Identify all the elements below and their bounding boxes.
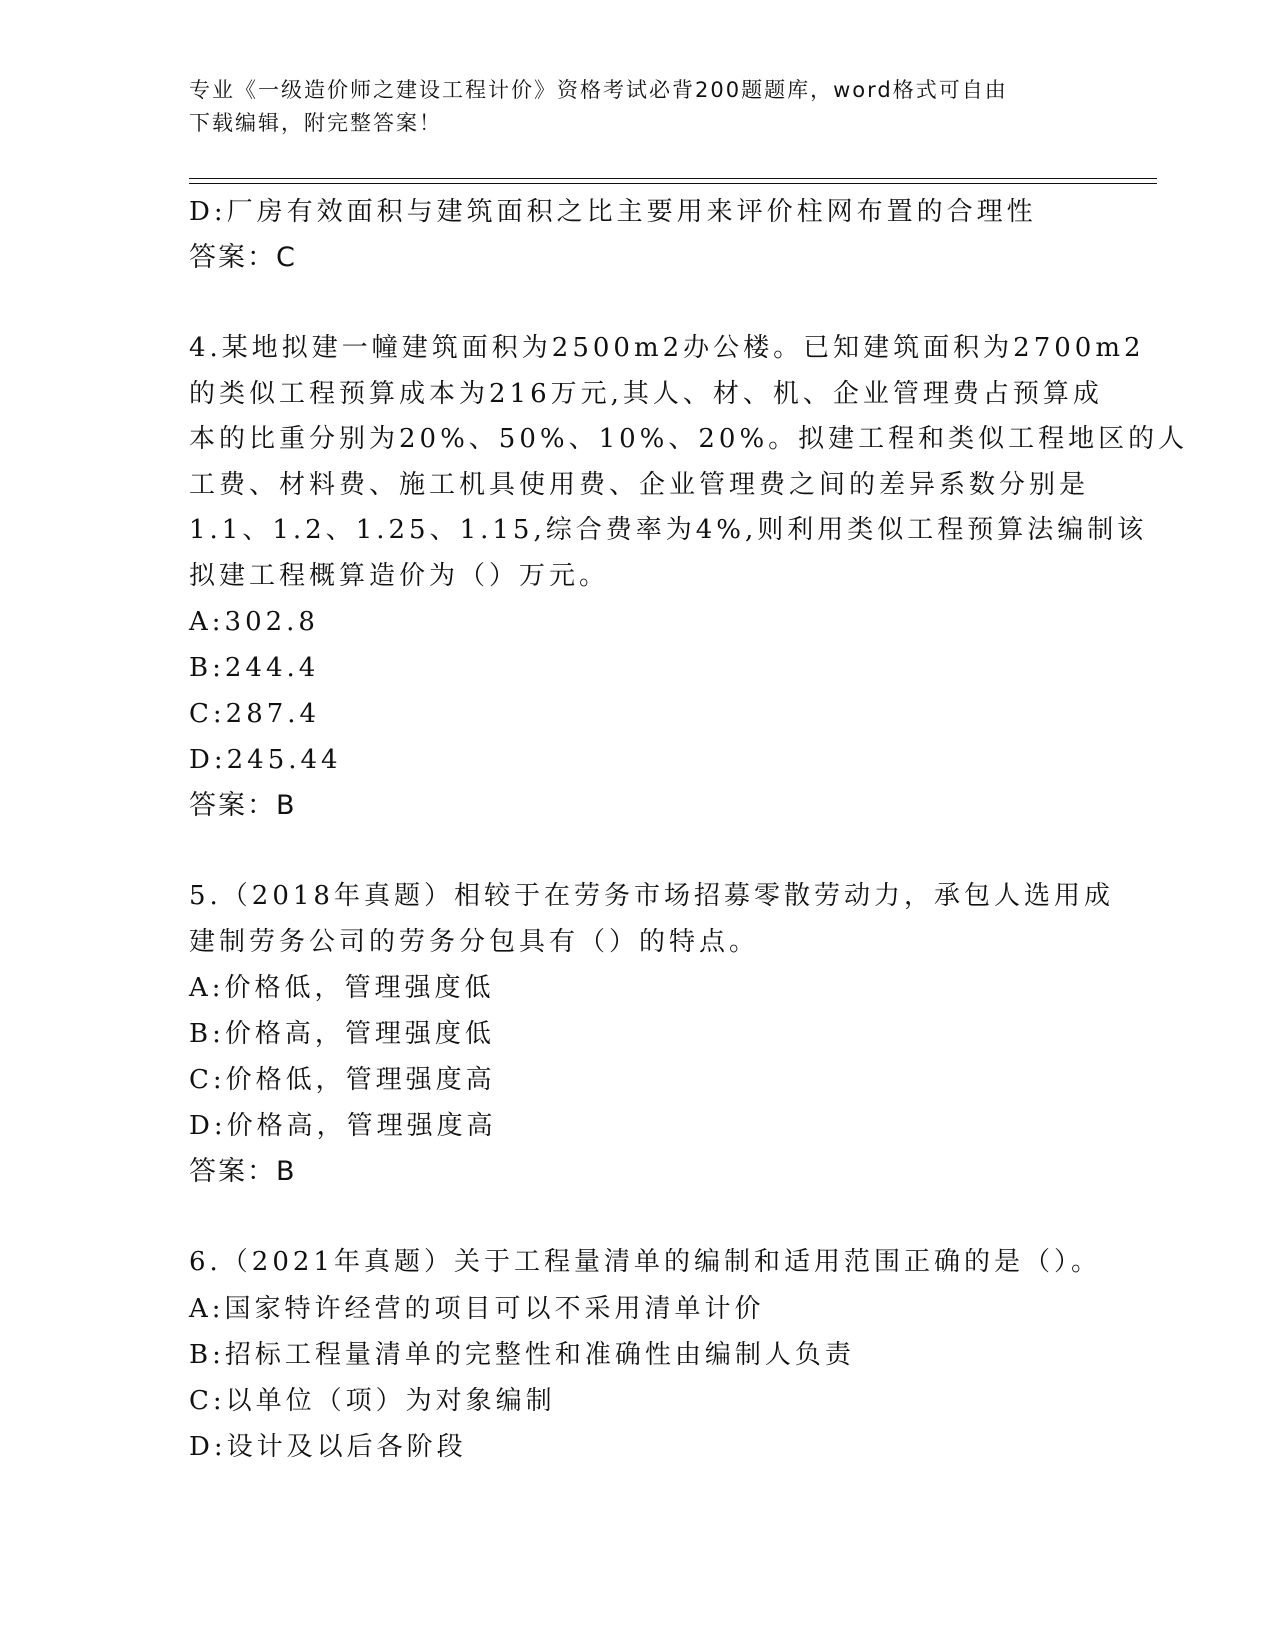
question-4-line: 本的比重分别为20%、50%、10%、20%。拟建工程和类似工程地区的人 <box>189 424 1189 454</box>
question-4-line: 1.1、1.2、1.25、1.15,综合费率为4%,则利用类似工程预算法编制该 <box>189 515 1148 545</box>
question-6-option-c: C:以单位（项）为对象编制 <box>189 1385 556 1416</box>
question-6-stem <box>189 1240 1101 1286</box>
page-header <box>189 74 1089 140</box>
question-4-line: 的类似工程预算成本为216万元,其人、材、机、企业管理费占预算成 <box>189 378 1103 409</box>
document-body <box>189 189 1189 1470</box>
question-5-option-a: A:价格低，管理强度低 <box>189 973 495 1003</box>
question-5-option-d: D:价格高，管理强度高 <box>189 1111 497 1141</box>
question-spacer <box>189 281 1089 326</box>
question-4-line: 4.某地拟建一幢建筑面积为2500m2办公楼。已知建筑面积为2700m2 <box>189 333 1145 363</box>
question-5-line: 5.（2018年真题）相较于在劳务市场招募零散劳动力，承包人选用成 <box>189 881 1114 911</box>
question-5-line: 建制劳务公司的劳务分包具有（）的特点。 <box>189 926 760 957</box>
question-4-line: 拟建工程概算造价为（）万元。 <box>189 560 610 591</box>
question-4-line: 工费、材料费、施工机具使用费、企业管理费之间的差异系数分别是 <box>189 469 1090 500</box>
header-divider-bottom <box>189 183 1157 184</box>
question-5-option-b: B:价格高，管理强度低 <box>189 1019 495 1049</box>
question-5-option-c: C:价格低，管理强度高 <box>189 1065 496 1095</box>
question-4-option-a: A:302.8 <box>189 607 319 637</box>
question-spacer <box>189 1195 1089 1240</box>
question-4-option-b: B:244.4 <box>189 653 320 683</box>
question-6-option-b: B:招标工程量清单的完整性和准确性由编制人负责 <box>189 1339 855 1370</box>
prev-question-option-d: D:厂房有效面积与建筑面积之比主要用来评价柱网布置的合理性 <box>189 197 1037 227</box>
question-5-answer: 答案：B <box>189 1156 297 1187</box>
header-divider-top <box>189 178 1157 179</box>
header-line-2: 下载编辑，附完整答案！ <box>189 111 442 135</box>
question-6-option-a: A:国家特许经营的项目可以不采用清单计价 <box>189 1293 765 1324</box>
header-line-1: 专业《一级造价师之建设工程计价》资格考试必背200题题库，word格式可自由 <box>189 78 1008 102</box>
question-4-option-c: C:287.4 <box>189 699 321 729</box>
question-4-answer: 答案：B <box>189 790 297 821</box>
question-4-option-d: D:245.44 <box>189 745 342 775</box>
question-4-stem <box>189 326 1189 599</box>
prev-question-answer: 答案：C <box>189 242 297 273</box>
question-5-stem <box>189 874 1114 965</box>
question-6-option-d: D:设计及以后各阶段 <box>189 1431 467 1462</box>
question-6-line: 6.（2021年真题）关于工程量清单的编制和适用范围正确的是（）。 <box>189 1247 1101 1277</box>
question-spacer <box>189 829 1089 874</box>
